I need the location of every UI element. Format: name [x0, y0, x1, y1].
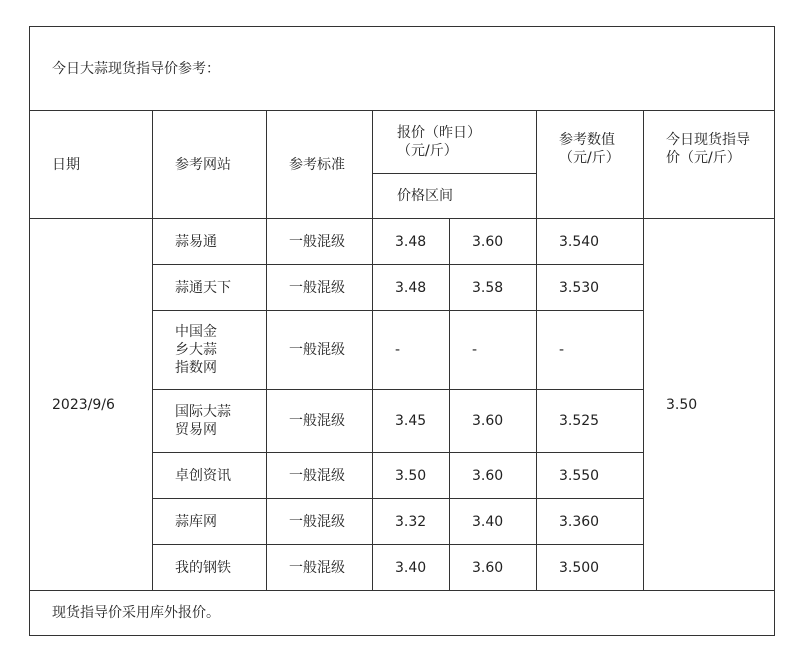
- standard-cell: 一般混级: [267, 499, 373, 545]
- header-range: 价格区间: [373, 174, 537, 219]
- guide-price-cell: 3.50: [644, 219, 775, 591]
- high-price-cell: 3.40: [450, 499, 537, 545]
- header-guide-price: 今日现货指导价（元/斤）: [644, 111, 775, 219]
- low-price-cell: 3.48: [373, 219, 450, 265]
- ref-value-cell: 3.525: [537, 390, 644, 453]
- header-ref-value: 参考数值（元/斤）: [537, 111, 644, 219]
- ref-value-cell: 3.530: [537, 265, 644, 311]
- standard-cell: 一般混级: [267, 545, 373, 591]
- footer-row: [30, 591, 775, 636]
- header-quote-line1: 报价（昨日）: [397, 125, 481, 141]
- ref-value-cell: 3.360: [537, 499, 644, 545]
- price-table: [29, 26, 775, 636]
- site-cell: 卓创资讯: [153, 453, 267, 499]
- document-title: 今日大蒜现货指导价参考：: [30, 27, 775, 111]
- ref-value-cell: 3.540: [537, 219, 644, 265]
- title-row: [30, 27, 775, 111]
- header-quote: [373, 111, 537, 174]
- header-date: 日期: [30, 111, 153, 219]
- footer-note: 现货指导价采用库外报价。: [30, 591, 775, 636]
- header-row-1: [30, 111, 775, 174]
- date-cell: 2023/9/6: [30, 219, 153, 591]
- table-row: [30, 219, 775, 265]
- standard-cell: 一般混级: [267, 265, 373, 311]
- price-document: [29, 26, 775, 636]
- low-price-cell: 3.50: [373, 453, 450, 499]
- low-price-cell: 3.48: [373, 265, 450, 311]
- header-standard: 参考标准: [267, 111, 373, 219]
- low-price-cell: 3.40: [373, 545, 450, 591]
- ref-value-cell: 3.500: [537, 545, 644, 591]
- high-price-cell: 3.60: [450, 545, 537, 591]
- high-price-cell: 3.60: [450, 453, 537, 499]
- ref-value-cell: -: [537, 311, 644, 390]
- site-cell: 蒜通天下: [153, 265, 267, 311]
- site-cell: 蒜库网: [153, 499, 267, 545]
- low-price-cell: 3.45: [373, 390, 450, 453]
- high-price-cell: 3.60: [450, 390, 537, 453]
- standard-cell: 一般混级: [267, 311, 373, 390]
- header-site: 参考网站: [153, 111, 267, 219]
- standard-cell: 一般混级: [267, 219, 373, 265]
- standard-cell: 一般混级: [267, 390, 373, 453]
- site-cell: 蒜易通: [153, 219, 267, 265]
- low-price-cell: 3.32: [373, 499, 450, 545]
- site-cell: 国际大蒜贸易网: [153, 390, 267, 453]
- site-cell: 中国金乡大蒜指数网: [153, 311, 267, 390]
- standard-cell: 一般混级: [267, 453, 373, 499]
- high-price-cell: 3.58: [450, 265, 537, 311]
- high-price-cell: -: [450, 311, 537, 390]
- high-price-cell: 3.60: [450, 219, 537, 265]
- header-quote-line2: （元/斤）: [397, 143, 458, 159]
- ref-value-cell: 3.550: [537, 453, 644, 499]
- site-cell: 我的钢铁: [153, 545, 267, 591]
- low-price-cell: -: [373, 311, 450, 390]
